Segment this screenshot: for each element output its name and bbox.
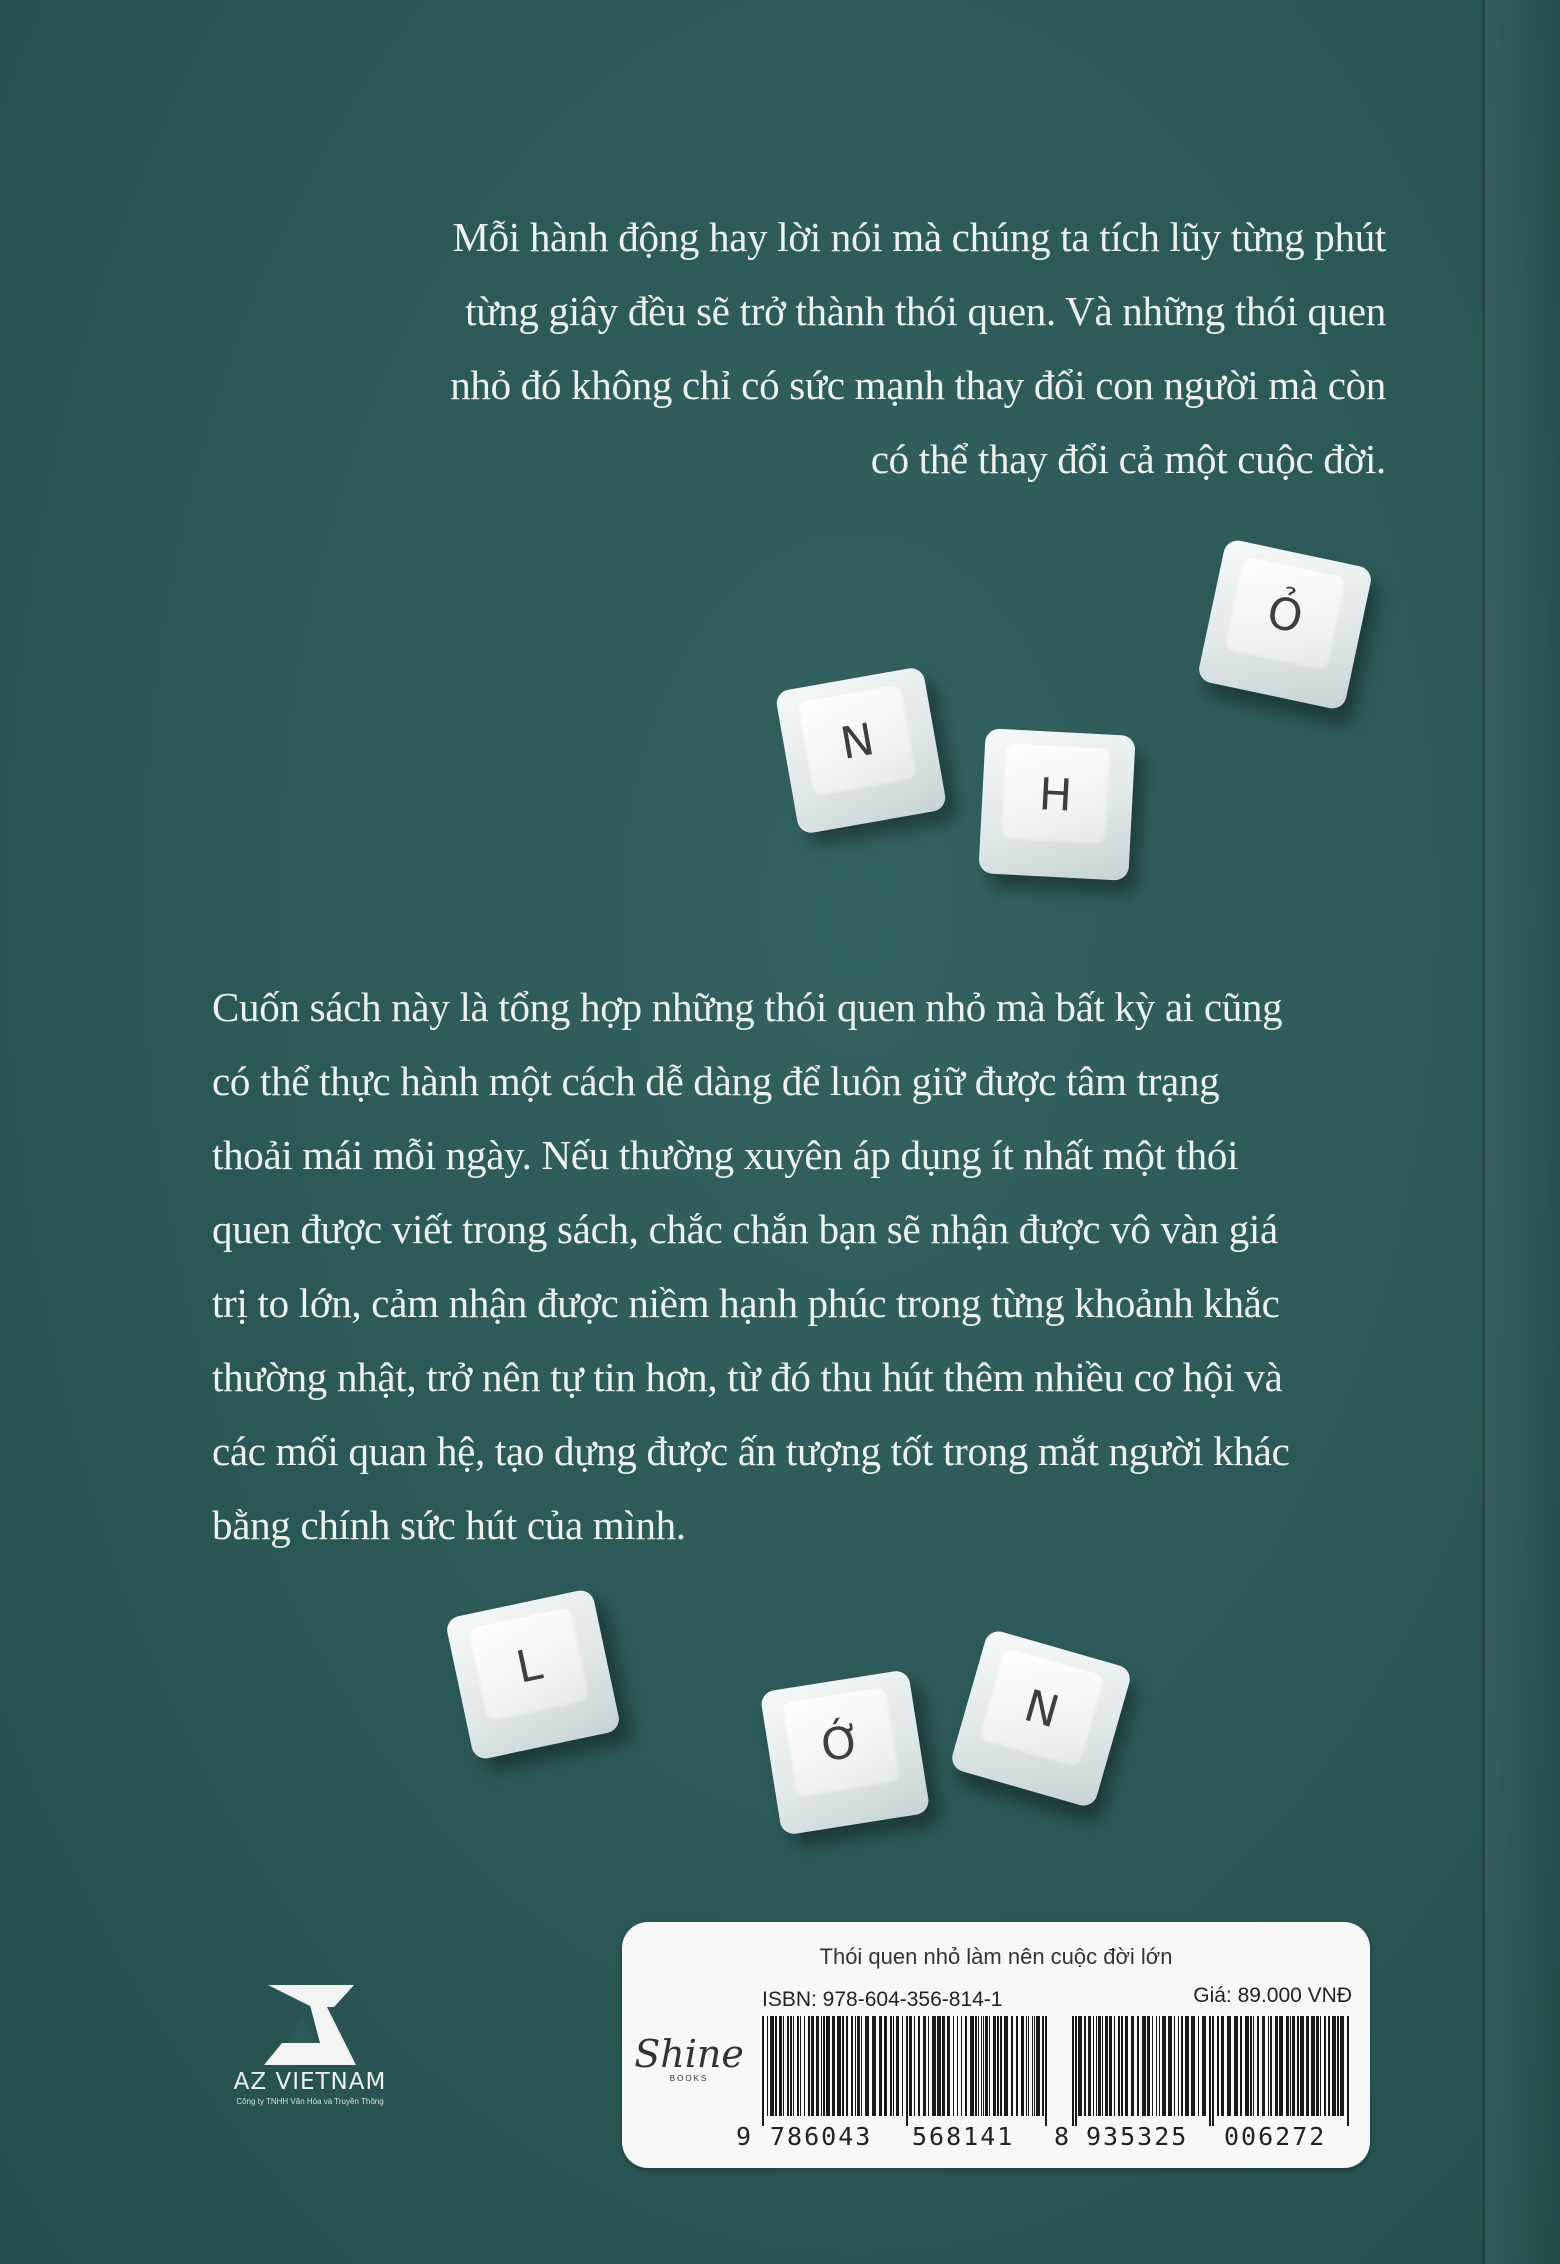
isbn-digits-left: 786043: [770, 2122, 873, 2151]
ean-digits-prefix: 8: [1054, 2122, 1072, 2151]
publisher-subtitle: Công ty TNHH Văn Hóa và Truyền Thông: [236, 2097, 384, 2106]
imprint-name: Shine: [634, 2032, 744, 2076]
barcode-bar: [800, 2016, 801, 2116]
barcode-bar: [932, 2016, 936, 2116]
barcode-sticker: [622, 1922, 1370, 2168]
barcode-bar: [1324, 2016, 1326, 2116]
barcode-bar: [1347, 2016, 1349, 2126]
barcode-bar: [1300, 2016, 1304, 2116]
barcode-bar: [975, 2016, 977, 2116]
barcode-bar: [1162, 2016, 1166, 2116]
barcode-bar: [1202, 2016, 1206, 2116]
barcode-bar: [918, 2016, 920, 2116]
barcode-bar: [890, 2016, 892, 2116]
barcode-bar: [1332, 2016, 1336, 2116]
barcode-bar: [957, 2016, 958, 2116]
keycap-o-hook: Ỏ: [1197, 538, 1374, 711]
barcode-bar: [855, 2016, 856, 2116]
barcode-bar: [797, 2016, 799, 2116]
publisher-name: AZ VIETNAM: [233, 2069, 387, 2095]
barcode-bar: [1297, 2016, 1299, 2116]
barcode-bar: [851, 2016, 853, 2116]
barcode-bar: [947, 2016, 950, 2116]
barcode-bar: [770, 2016, 774, 2116]
barcode-bar: [1257, 2016, 1259, 2116]
barcode-bar: [928, 2016, 929, 2116]
barcode-bar: [1174, 2016, 1175, 2116]
barcode-bar: [1268, 2016, 1269, 2116]
ean-digits-left: 935325: [1086, 2122, 1189, 2151]
barcode-bar: [775, 2016, 777, 2116]
barcode-bar: [1152, 2016, 1153, 2116]
barcode-bar: [1078, 2016, 1082, 2116]
barcode-bar: [1032, 2016, 1033, 2116]
barcode-bar: [1270, 2016, 1272, 2116]
quote-line: từng giây đều sẽ trở thành thói quen. Và những thói quen: [465, 288, 1386, 334]
barcode-bar: [1240, 2016, 1242, 2116]
barcode-bar: [1109, 2016, 1112, 2116]
barcode-bar: [1234, 2016, 1238, 2116]
isbn-digits-right: 568141: [912, 2122, 1015, 2151]
barcode-bar: [1147, 2016, 1150, 2116]
barcode-bar: [823, 2016, 825, 2116]
barcode-bar: [1245, 2016, 1249, 2116]
sticker-book-title: Thói quen nhỏ làm nên cuộc đời lớn: [819, 1944, 1173, 1969]
barcode-bar: [846, 2016, 848, 2116]
barcode-bar: [1034, 2016, 1035, 2116]
description-line: thường nhật, trở nên tự tin hơn, từ đó thu hút thêm nhiều cơ hội và: [212, 1354, 1283, 1400]
barcode-bar: [884, 2016, 887, 2116]
isbn-barcode: [762, 2016, 1052, 2126]
opening-quote: [420, 200, 1386, 496]
barcode-bar: [826, 2016, 830, 2116]
barcode-bar: [1340, 2016, 1344, 2116]
barcode-bar: [981, 2016, 982, 2116]
barcode-bar: [779, 2016, 782, 2116]
barcode-bar: [832, 2016, 835, 2116]
barcode-bar: [1021, 2016, 1024, 2116]
barcode-bar: [1075, 2016, 1077, 2126]
description-line: các mối quan hệ, tạo dựng được ấn tượng tốt trong mắt người khác: [212, 1428, 1290, 1474]
quote-line: Mỗi hành động hay lời nói mà chúng ta tích lũy từng phút: [452, 214, 1386, 260]
barcode-bar: [1084, 2016, 1086, 2116]
description-line: quen được viết trong sách, chắc chắn bạn sẽ nhận được vô vàn giá: [212, 1206, 1278, 1252]
keycap-n-2: N: [949, 1628, 1133, 1809]
barcode-bar: [865, 2016, 869, 2116]
barcode-bar: [896, 2016, 899, 2116]
barcode-bar: [997, 2016, 999, 2116]
barcode-bar: [902, 2016, 903, 2116]
barcode-bar: [861, 2016, 862, 2116]
description-line: có thể thực hành một cách dễ dàng để luôn giữ được tâm trạng: [212, 1058, 1220, 1104]
barcode-bar: [857, 2016, 860, 2116]
barcode-bar: [783, 2016, 784, 2116]
barcode-bar: [1125, 2016, 1128, 2116]
barcode-bar: [872, 2016, 876, 2116]
barcode-bar: [1337, 2016, 1339, 2116]
barcode-bar: [1093, 2016, 1094, 2116]
barcode-bar: [767, 2016, 768, 2116]
barcode-bar: [1320, 2016, 1321, 2116]
barcode-bar: [1279, 2016, 1283, 2116]
quote-line: có thể thay đổi cả một cuộc đời.: [870, 436, 1386, 482]
barcode-bar: [1168, 2016, 1172, 2116]
barcode-bar: [879, 2016, 882, 2116]
barcode-bar: [983, 2016, 984, 2116]
barcode-bar: [1137, 2016, 1139, 2116]
barcode-bar: [1185, 2016, 1189, 2116]
barcode-bar: [842, 2016, 844, 2116]
description-line: thoải mái mỗi ngày. Nếu thường xuyên áp dụng ít nhất một thói: [212, 1132, 1239, 1178]
barcode-bar: [1000, 2016, 1002, 2116]
ean-barcode: [1072, 2016, 1352, 2126]
description-line: bằng chính sức hút của mình.: [212, 1502, 686, 1548]
barcode-bar: [1209, 2016, 1211, 2126]
barcode-bar: [1011, 2016, 1013, 2116]
imprint-sub: BOOKS: [669, 2074, 709, 2083]
shine-books-logo: [634, 2034, 744, 2083]
barcode-bar: [1227, 2016, 1231, 2116]
barcode-bar: [1004, 2016, 1008, 2116]
price-label: Giá: 89.000 VNĐ: [1193, 1984, 1352, 2007]
barcode-bar: [1016, 2016, 1018, 2116]
barcode-bar: [1191, 2016, 1195, 2116]
barcode-bar: [993, 2016, 996, 2116]
barcode-bar: [837, 2016, 841, 2116]
barcode-bar: [1198, 2016, 1199, 2116]
keycap-l: L: [445, 1588, 622, 1761]
barcode-bar: [909, 2016, 912, 2116]
barcode-bar: [811, 2016, 814, 2116]
barcode-bar: [1178, 2016, 1179, 2116]
description-line: Cuốn sách này là tổng hợp những thói quen nhỏ mà bất kỳ ai cũng: [212, 984, 1283, 1030]
barcode-bar: [1028, 2016, 1029, 2116]
barcode-bar: [914, 2016, 915, 2116]
keycap-n: N: [775, 666, 948, 835]
spine-shade: [1485, 0, 1560, 2264]
barcode-bar: [804, 2016, 805, 2116]
barcode-bar: [937, 2016, 941, 2116]
barcode-bar: [1275, 2016, 1278, 2116]
barcode-bar: [1102, 2016, 1103, 2116]
barcode-bar: [906, 2016, 908, 2126]
barcode-bar: [816, 2016, 819, 2116]
barcode-bar: [821, 2016, 822, 2116]
barcode-bar: [893, 2016, 894, 2116]
barcode-bar: [1045, 2016, 1047, 2126]
barcode-bar: [942, 2016, 945, 2116]
barcode-bar: [1098, 2016, 1101, 2116]
barcode-bar: [1118, 2016, 1120, 2116]
barcode-bar: [1142, 2016, 1146, 2116]
barcode-bar: [762, 2016, 764, 2126]
barcode-bar: [1114, 2016, 1115, 2116]
barcode-bar: [1159, 2016, 1160, 2116]
publisher-logo: [215, 1985, 405, 2106]
barcode-bar: [985, 2016, 988, 2116]
barcode-bar: [1316, 2016, 1319, 2116]
barcode-bar: [923, 2016, 926, 2116]
description-line: trị to lớn, cảm nhận được niềm hạnh phúc trong từng khoảnh khắc: [212, 1280, 1280, 1326]
keycap-h: H: [978, 728, 1135, 881]
barcode-bar: [1121, 2016, 1123, 2116]
barcode-bar: [1217, 2016, 1219, 2116]
barcode-bar: [793, 2016, 794, 2116]
book-description: [212, 970, 1332, 1562]
barcode-bar: [787, 2016, 789, 2116]
barcode-bar: [1311, 2016, 1315, 2116]
barcode-bar: [1042, 2016, 1044, 2116]
barcode-bar: [1181, 2016, 1183, 2116]
az-logo-icon: [262, 1985, 358, 2067]
barcode-bar: [961, 2016, 962, 2116]
barcode-bar: [1131, 2016, 1134, 2116]
keycap-o-horn: Ớ: [760, 1669, 931, 1836]
isbn-digits-prefix: 9: [736, 2122, 754, 2151]
barcode-bar: [1096, 2016, 1097, 2116]
barcode-bar: [965, 2016, 967, 2116]
barcode-bar: [1250, 2016, 1252, 2116]
barcode-bar: [1290, 2016, 1291, 2116]
barcode-bar: [1221, 2016, 1224, 2116]
barcode-bar: [1105, 2016, 1108, 2116]
quote-line: nhỏ đó không chỉ có sức mạnh thay đổi con người mà còn: [450, 362, 1386, 408]
barcode-bar: [989, 2016, 990, 2116]
barcode-bar: [790, 2016, 792, 2116]
barcode-bar: [1036, 2016, 1040, 2116]
barcode-bar: [970, 2016, 974, 2116]
barcode-bar: [1026, 2016, 1027, 2116]
barcode-bar: [1088, 2016, 1091, 2116]
barcode-bar: [1072, 2016, 1074, 2126]
isbn-label: ISBN: 978-604-356-814-1: [762, 1988, 1003, 2011]
barcode-bar: [808, 2016, 810, 2116]
ean-digits-right: 006272: [1224, 2122, 1327, 2151]
barcode-bar: [1292, 2016, 1295, 2116]
barcode-bar: [1212, 2016, 1214, 2126]
barcode-bar: [1328, 2016, 1330, 2116]
barcode-bar: [978, 2016, 979, 2116]
barcode-bar: [1253, 2016, 1254, 2116]
barcode-bar: [953, 2016, 954, 2116]
barcode-bar: [1306, 2016, 1309, 2116]
barcode-bar: [1262, 2016, 1265, 2116]
barcode-bar: [1286, 2016, 1289, 2116]
barcode-bar: [1156, 2016, 1157, 2116]
